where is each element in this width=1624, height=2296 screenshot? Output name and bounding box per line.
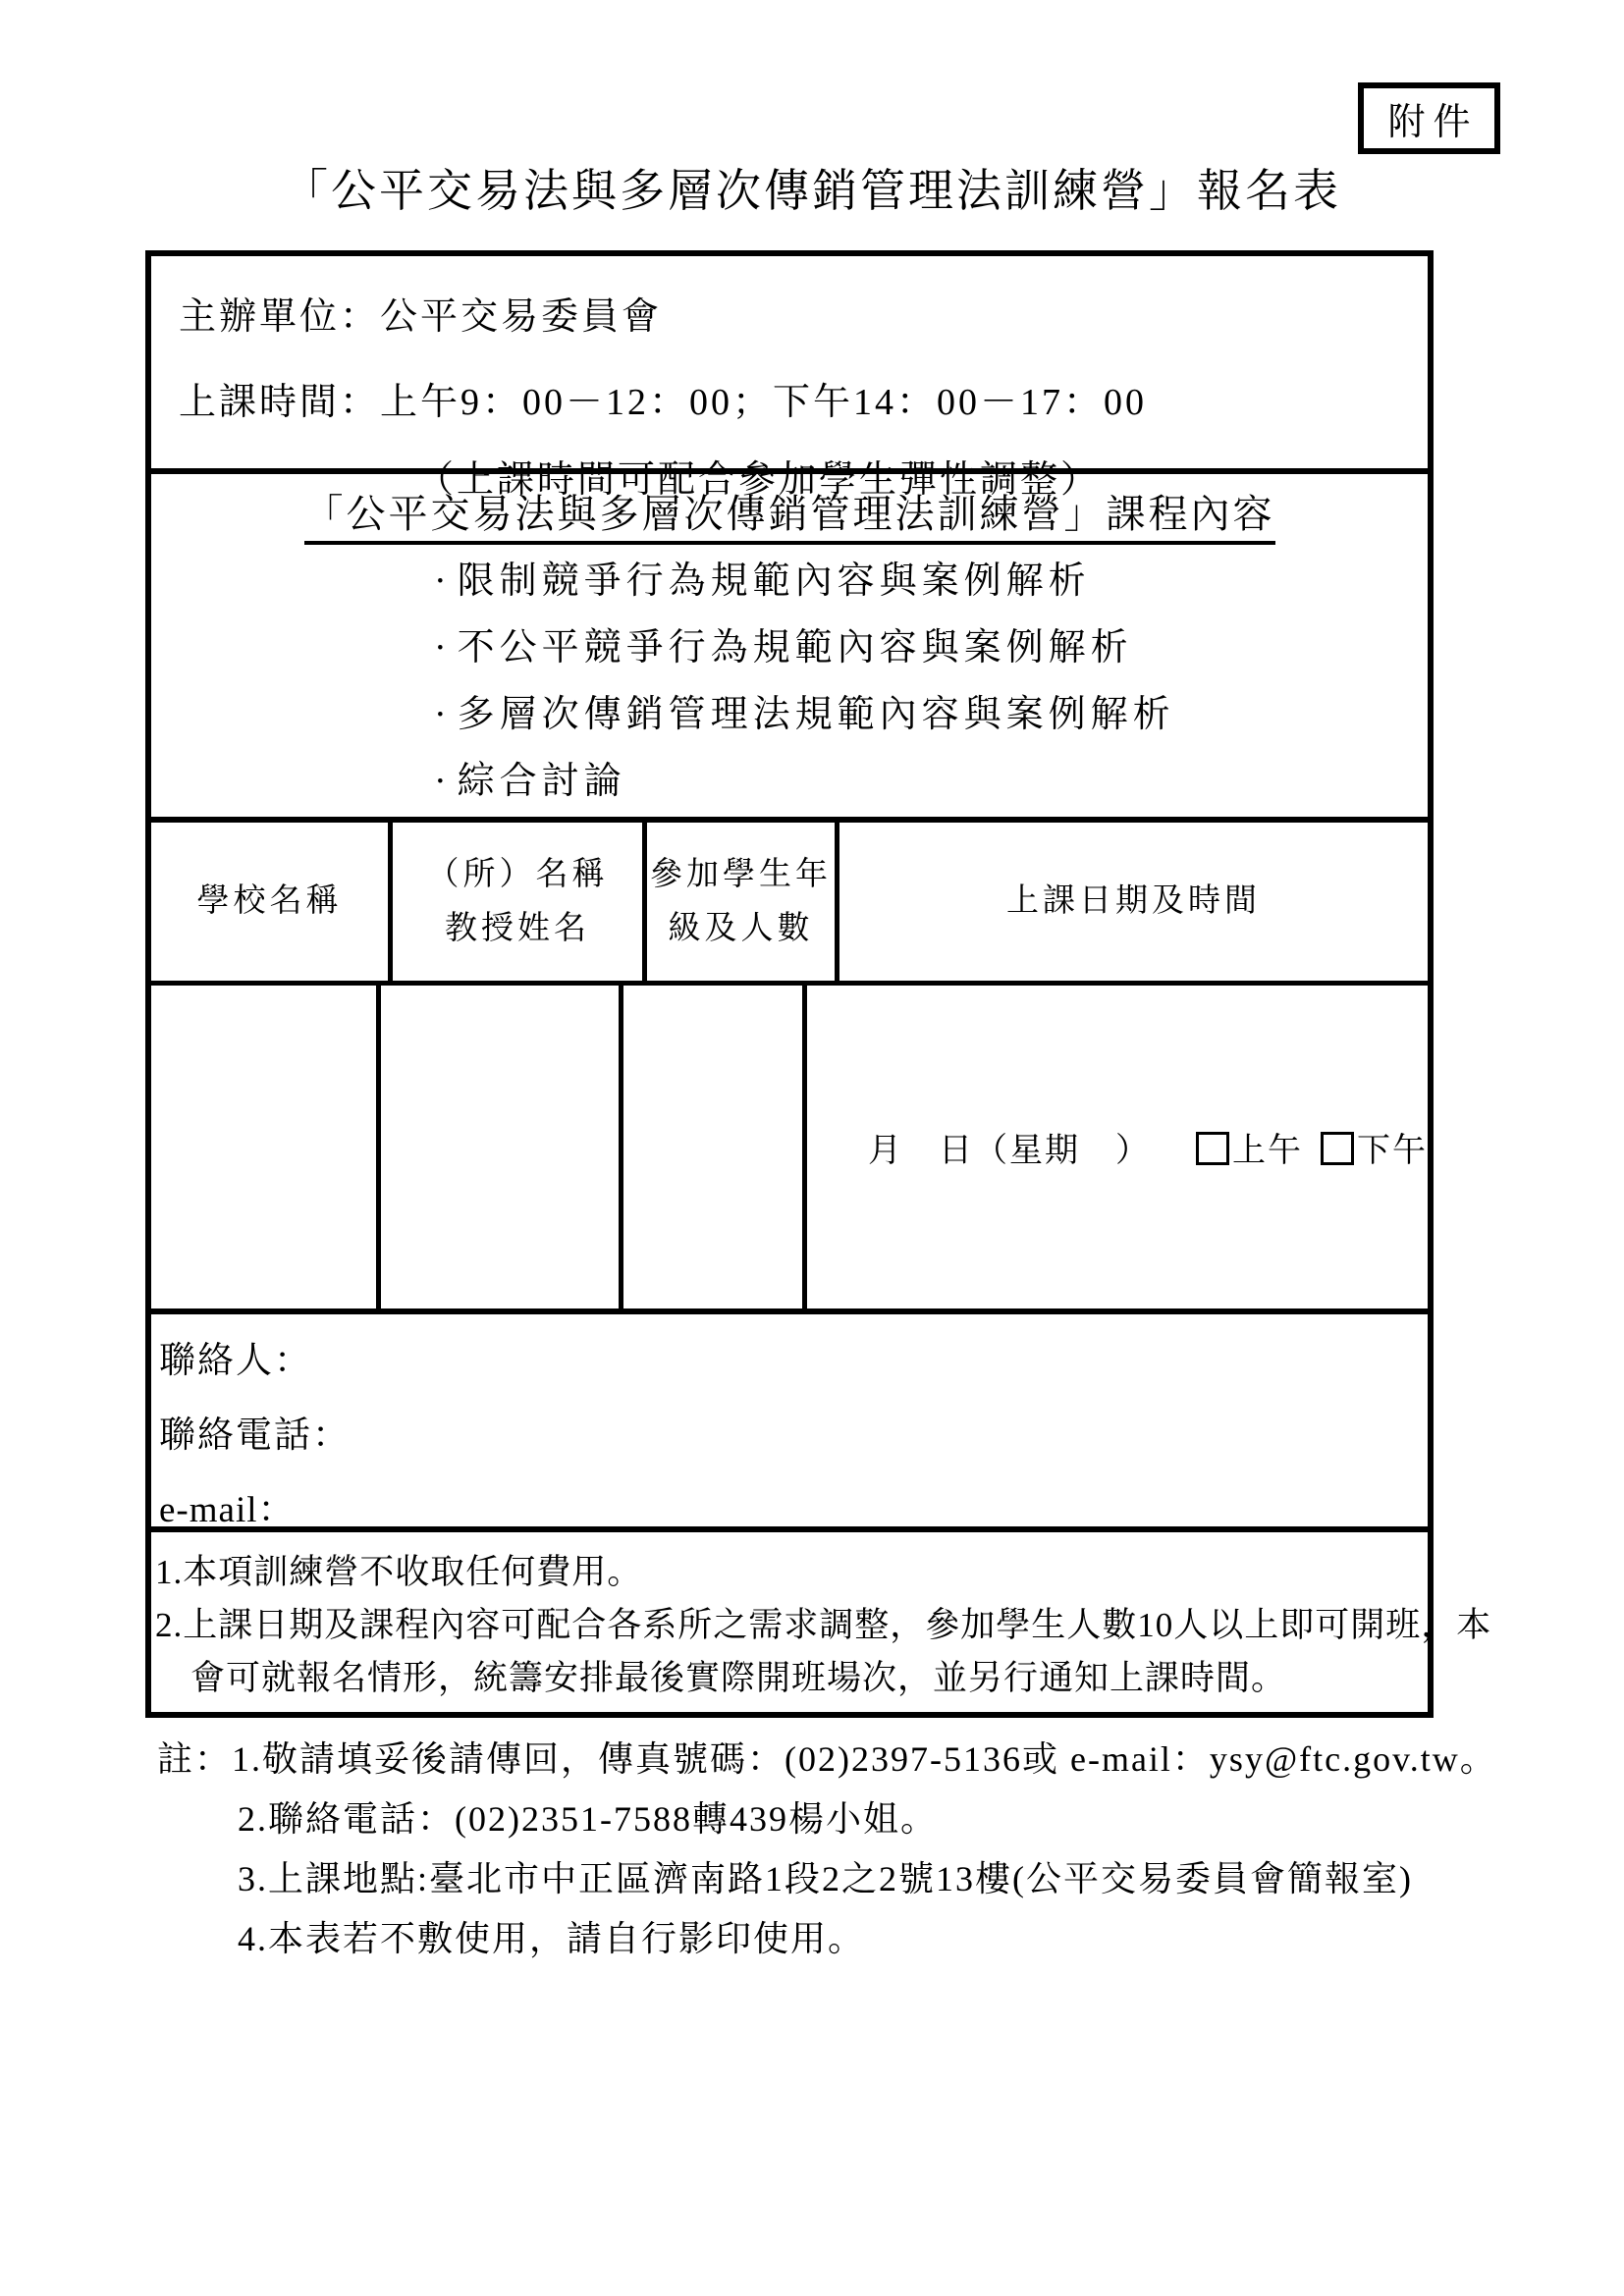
- schedule-date-text: 月 日（星期 ）: [868, 1133, 1151, 1169]
- course-heading-text: 「公平交易法與多層次傳銷管理法訓練營」課程內容: [304, 492, 1275, 545]
- am-label: 上午: [1232, 1133, 1303, 1169]
- course-item-text: 不公平競爭行為規範內容與案例解析: [457, 627, 1133, 668]
- course-item: [434, 692, 1428, 737]
- am-checkbox[interactable]: [1196, 1132, 1229, 1165]
- footer-remark-2: [157, 1797, 1497, 1841]
- contact-person-label: 聯絡人：: [159, 1341, 312, 1381]
- department-professor-cell[interactable]: [381, 986, 623, 1308]
- footer-remark-text: 2.聯絡電話：(02)2351-7588轉439楊小姐。: [238, 1799, 938, 1839]
- footer-remark-text: 3.上課地點:臺北市中正區濟南路1段2之2號13樓(公平交易委員會簡報室): [238, 1859, 1413, 1898]
- attachment-tag: [1358, 82, 1500, 154]
- header-text: 教授姓名: [445, 910, 590, 946]
- registration-form-box: [145, 250, 1492, 1718]
- info-section: [151, 256, 1428, 501]
- contact-section: [151, 1314, 1428, 1532]
- course-item-text: 綜合討論: [457, 761, 626, 802]
- bullet-icon: ·: [434, 627, 452, 668]
- header-text: 參加學生年: [650, 857, 832, 893]
- contact-email-label: e-mail：: [159, 1490, 296, 1530]
- pm-checkbox[interactable]: [1321, 1132, 1354, 1165]
- header-text: 級及人數: [668, 910, 814, 946]
- class-time-note: （上課時間可配合參加學生彈性調整）: [416, 459, 1102, 501]
- header-class-date-time: [839, 823, 1428, 981]
- organizer-line: 主辦單位：公平交易委員會: [179, 296, 663, 338]
- student-grade-count-cell[interactable]: [623, 986, 807, 1308]
- footer-remark-text: 4.本表若不敷使用，請自行影印使用。: [238, 1919, 866, 1958]
- course-heading: [151, 492, 1428, 537]
- table-header-row: [151, 823, 1428, 986]
- header-department-professor: [393, 823, 647, 981]
- note-line-1: 1.本項訓練營不收取任何費用。: [155, 1553, 643, 1591]
- bullet-icon: ·: [434, 761, 452, 802]
- course-item-text: 多層次傳銷管理法規範內容與案例解析: [457, 694, 1175, 735]
- table-entry-row: [151, 986, 1428, 1314]
- course-item: [434, 759, 1428, 804]
- class-date-time-cell[interactable]: [807, 986, 1428, 1308]
- am-option: [1196, 1123, 1303, 1171]
- attachment-label: 附件: [1387, 102, 1479, 143]
- school-name-cell[interactable]: [151, 986, 381, 1308]
- course-section: [151, 474, 1428, 823]
- header-student-grade-count: [647, 823, 839, 981]
- header-text: 學校名稱: [196, 883, 343, 920]
- footer-remark-text: 1.敬請填妥後請傳回，傳真號碼：(02)2397-5136或 e-mail：ysy@ftc.gov.tw。: [232, 1739, 1497, 1779]
- footer-remark-4: [157, 1917, 1497, 1960]
- header-school-name: [151, 823, 393, 981]
- contact-phone-line[interactable]: [159, 1415, 1428, 1458]
- page-title: 「公平交易法與多層次傳銷管理法訓練營」報名表: [283, 166, 1341, 216]
- footer-remark-1: [157, 1737, 1497, 1781]
- pm-option: [1321, 1123, 1428, 1171]
- note-line-2: 2.上課日期及課程內容可配合各系所之需求調整，參加學生人數10人以上即可開班，本: [155, 1606, 1492, 1644]
- course-item-text: 限制競爭行為規範內容與案例解析: [457, 561, 1091, 602]
- footer-remark-3: [157, 1857, 1497, 1900]
- header-text: 上課日期及時間: [1006, 883, 1261, 920]
- contact-person-line[interactable]: [159, 1340, 1428, 1383]
- contact-phone-label: 聯絡電話：: [159, 1415, 351, 1456]
- course-item: [434, 559, 1428, 604]
- bullet-icon: ·: [434, 561, 452, 602]
- contact-email-line[interactable]: [159, 1489, 1428, 1532]
- notes-section: [151, 1532, 1492, 1705]
- bullet-icon: ·: [434, 694, 452, 735]
- header-text: （所）名稱: [426, 857, 609, 893]
- footer-remarks: [157, 1737, 1497, 1977]
- class-time-line: 上課時間：上午9：00－12：00；下午14：00－17：00: [179, 382, 1148, 423]
- note-line-2-continued: 會可就報名情形，統籌安排最後實際開班場次，並另行通知上課時間。: [190, 1659, 1287, 1697]
- footer-prefix: 註：: [157, 1739, 233, 1779]
- pm-label: 下午: [1357, 1133, 1428, 1169]
- course-item: [434, 625, 1428, 670]
